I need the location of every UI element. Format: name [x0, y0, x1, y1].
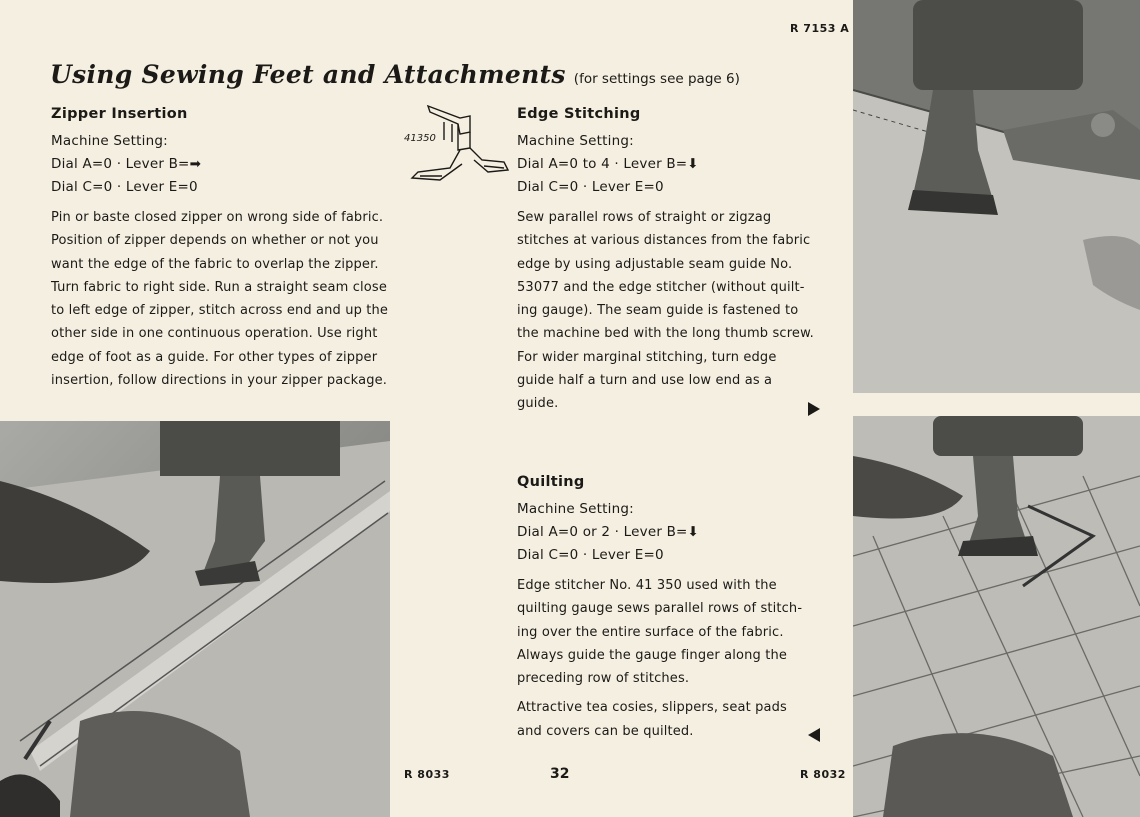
body-line: Pin or baste closed zipper on wrong side of fabric.: [51, 210, 384, 225]
body-line: For wider marginal stitching, turn edge: [517, 349, 777, 365]
body-line: other side in one continuous operation. Use right: [51, 326, 378, 342]
section-body: [517, 206, 823, 416]
machine-setting-label: Machine Setting:: [517, 501, 634, 517]
photo-edge-stitching: [853, 0, 1140, 393]
section-heading: Edge Stitching: [517, 106, 641, 122]
diagram-part-number: 41350: [404, 133, 436, 144]
machine-setting-line-2: Dial C=0 · Lever E=0: [517, 179, 664, 195]
body-line: guide.: [517, 396, 559, 412]
body-line: and covers can be quilted.: [517, 723, 694, 739]
body-line: edge of foot as a guide. For other types of zipper: [51, 349, 378, 365]
section-quilting: [517, 474, 823, 743]
machine-setting-line-2: Dial C=0 · Lever E=0: [51, 179, 198, 195]
page-title: [50, 60, 740, 89]
body-line: stitches at various distances from the fabric: [517, 233, 811, 249]
machine-setting-label: Machine Setting:: [51, 133, 168, 149]
page-number: 32: [550, 766, 570, 782]
machine-setting-line-1: Dial A=0 or 2 · Lever B=⬇: [517, 524, 700, 540]
body-line: guide half a turn and use low end as a: [517, 373, 773, 389]
section-body-2: [517, 696, 823, 743]
section-body: [517, 574, 823, 690]
section-body: [51, 206, 407, 392]
presser-foot-illustration: [400, 98, 512, 194]
body-line: quilting gauge sews parallel rows of stitch-: [517, 601, 803, 617]
body-line: preceding row of stitches.: [517, 671, 690, 687]
machine-setting-line-1: Dial A=0 to 4 · Lever B=⬇: [517, 156, 699, 172]
machine-setting-line-2: Dial C=0 · Lever E=0: [517, 547, 664, 563]
body-line: Always guide the gauge finger along the: [517, 647, 787, 663]
body-line: ing over the entire surface of the fabric.: [517, 624, 784, 640]
page-title-note: (for settings see page 6): [573, 71, 740, 87]
back-arrow-icon: [808, 728, 820, 742]
reference-code-right: R 8032: [800, 768, 846, 781]
edge-stitcher-foot-diagram: [400, 98, 512, 194]
section-edge-stitching: [517, 106, 823, 416]
reference-code-left: R 8033: [404, 768, 450, 781]
body-line: want the edge of the fabric to overlap the zipper.: [51, 256, 379, 272]
body-line: Edge stitcher No. 41 350 used with the: [517, 578, 777, 593]
continue-arrow-icon: [808, 402, 820, 416]
section-heading: Zipper Insertion: [51, 106, 188, 122]
photo-zipper-insertion: [0, 421, 390, 817]
reference-code-top: R 7153 A: [790, 22, 850, 35]
body-line: ing gauge). The seam guide is fastened to: [517, 303, 799, 319]
body-line: the machine bed with the long thumb screw.: [517, 326, 814, 342]
photo-quilting: [853, 416, 1140, 817]
body-line: 53077 and the edge stitcher (without quilt-: [517, 279, 805, 295]
section-heading: Quilting: [517, 474, 585, 490]
body-line: Sew parallel rows of straight or zigzag: [517, 210, 772, 225]
body-line: Turn fabric to right side. Run a straight seam close: [51, 279, 387, 295]
body-line: edge by using adjustable seam guide No.: [517, 256, 793, 272]
body-line: to left edge of zipper, stitch across end and up the: [51, 303, 389, 319]
section-zipper-insertion: [51, 106, 407, 392]
machine-setting-label: Machine Setting:: [517, 133, 634, 149]
body-line: insertion, follow directions in your zipper package.: [51, 373, 388, 389]
machine-setting-line-1: Dial A=0 · Lever B=➡: [51, 156, 202, 172]
page-title-script: Using Sewing Feet and Attachments: [50, 60, 566, 89]
body-line: Position of zipper depends on whether or not you: [51, 233, 379, 249]
body-line: Attractive tea cosies, slippers, seat pads: [517, 700, 787, 716]
